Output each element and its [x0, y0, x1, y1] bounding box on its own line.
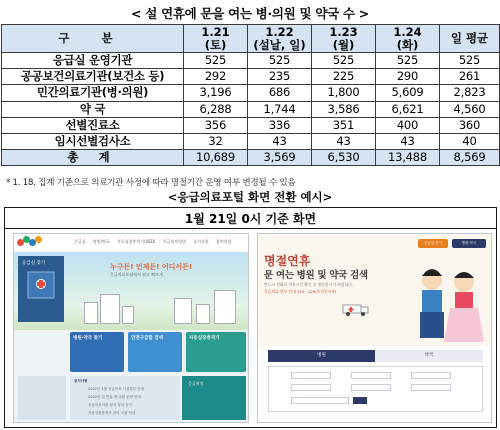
building-icon [174, 298, 192, 324]
department-select[interactable] [291, 384, 331, 391]
total-row [2, 150, 500, 166]
cell: 5,609 [376, 85, 440, 101]
ambulance-icon [342, 302, 370, 316]
header-date: 1.23 (월) [312, 25, 376, 53]
cell: 8,569 [440, 150, 500, 166]
cell: 290 [376, 69, 440, 85]
row-label: 임시선별검사소 [2, 133, 184, 149]
list-item[interactable]: 2022년 설 연휴 병·의원 운영 안내 [88, 395, 141, 399]
notice-list [70, 376, 180, 420]
cell: 525 [248, 53, 312, 69]
cell: 351 [312, 117, 376, 133]
portal-screenshot-normal [13, 233, 249, 423]
section-subtitle: <응급의료포털 화면 전환 예시> [167, 190, 333, 204]
row-label: 공공보건의료기관(보건소 등) [2, 69, 184, 85]
cell: 13,488 [376, 150, 440, 166]
finder-title: 응급실 찾기 [22, 261, 46, 266]
side-banner [18, 376, 66, 420]
building-icon [196, 304, 210, 324]
report-title: < 설 연휴에 문을 여는 병·의원 및 약국 수 > [131, 6, 369, 21]
header-category: 구 분 [2, 25, 184, 53]
map-icon [18, 256, 64, 322]
building-icon [122, 306, 134, 324]
portal-top-bar [14, 234, 248, 252]
nav-item[interactable]: 응급처치방법 [162, 239, 186, 244]
tile-first-aid-kit[interactable]: 안전구급함 검색 [128, 332, 182, 372]
table-header-row [2, 25, 500, 53]
header-average: 일 평균 [440, 25, 500, 53]
cell: 3,569 [248, 150, 312, 166]
table-row [2, 85, 500, 101]
cell: 6,621 [376, 101, 440, 117]
row-label: 약 국 [2, 101, 184, 117]
cell: 40 [440, 133, 500, 149]
table-row [2, 69, 500, 85]
search-tabs [268, 350, 483, 362]
stats-table [1, 24, 500, 166]
search-form [268, 366, 483, 412]
list-item[interactable]: 자동심장충격기 관리 지침 안내 [88, 411, 136, 415]
panel-title: 1월 21일 0시 기준 화면 [184, 212, 317, 226]
nav-item[interactable]: 참여마당 [215, 239, 232, 244]
hero-subtext: 응급의료포털에서 쉽고 빠르게 [110, 272, 163, 277]
nav-item[interactable]: 병원/약국 [92, 239, 110, 244]
building-icon [214, 290, 236, 324]
list-item[interactable]: 응급의료기관 평가 결과 공지 [88, 403, 132, 407]
cell: 261 [440, 69, 500, 85]
panel-divider [5, 228, 496, 229]
total-label: 총 계 [2, 150, 184, 166]
holiday-subheading: 문 여는 병원 및 약국 검색 [264, 270, 368, 281]
cell: 43 [376, 133, 440, 149]
row-label: 응급실 운영기관 [2, 53, 184, 69]
table-row [2, 133, 500, 149]
cell: 356 [184, 117, 248, 133]
hero-slogan: 누구든! 언제든! 어디서든! [110, 263, 193, 271]
cell: 525 [376, 53, 440, 69]
emergency-room-finder[interactable] [18, 256, 64, 322]
cell: 525 [184, 53, 248, 69]
building-icon [100, 294, 120, 324]
top-button[interactable]: 응급실 찾기 [418, 239, 448, 248]
cell: 43 [248, 133, 312, 149]
cell: 225 [312, 69, 376, 85]
cell: 336 [248, 117, 312, 133]
cell: 6,288 [184, 101, 248, 117]
row-label: 민간의료기관(병·의원) [2, 85, 184, 101]
cell: 686 [248, 85, 312, 101]
cell: 4,560 [440, 101, 500, 117]
example-panel [4, 207, 497, 428]
town-select[interactable] [411, 372, 451, 379]
cell: 525 [440, 53, 500, 69]
holiday-banner [258, 234, 491, 346]
name-input[interactable] [291, 397, 349, 404]
list-item[interactable]: 2022년 1월 응급의료 사업본부 안내 [88, 387, 145, 391]
nav-item[interactable]: 자동심장충격기(AED) [116, 239, 156, 244]
region-select[interactable] [291, 372, 331, 379]
cell: 2,823 [440, 85, 500, 101]
table-row [2, 117, 500, 133]
cell: 400 [376, 117, 440, 133]
nav-item[interactable]: 공지사항 [193, 239, 209, 244]
portal-nav [74, 239, 237, 245]
header-date: 1.21 (토) [184, 25, 248, 53]
date-select[interactable] [351, 384, 391, 391]
table-row [2, 101, 500, 117]
cell: 43 [312, 133, 376, 149]
cell: 525 [312, 53, 376, 69]
portal-screenshot-holiday [257, 233, 492, 423]
footnote: * 1. 18. 집계 기준으로 의료기관 사정에 따라 명절기간 운영 여부 변경될 수 있음 [6, 178, 296, 188]
search-button[interactable] [353, 397, 367, 404]
holiday-heading: 명절연휴 [264, 254, 311, 268]
time-select[interactable] [411, 384, 451, 391]
notice-list-title: 공지사항 [74, 379, 88, 383]
table-row [2, 53, 500, 69]
building-icon [84, 302, 98, 324]
cell: 292 [184, 69, 248, 85]
cell: 235 [248, 69, 312, 85]
cell: 1,744 [248, 101, 312, 117]
header-date: 1.24 (화) [376, 25, 440, 53]
holiday-notice: 반드시 전화로 진료시간 확인 후 방문하시기 바랍니다. [264, 282, 354, 287]
holiday-hotline: 응급의료 정보 안내 119 · 129(보건복지부) [264, 289, 337, 294]
form-row [273, 384, 479, 392]
tile-aed[interactable]: 자동심장충격기 [186, 332, 246, 372]
cell: 6,530 [312, 150, 376, 166]
row-label: 선별진료소 [2, 117, 184, 133]
tab-pharmacy[interactable]: 약국 [375, 350, 483, 362]
cell: 32 [184, 133, 248, 149]
district-select[interactable] [351, 372, 391, 379]
portal-logo-icon [17, 236, 43, 250]
tab-hospital[interactable]: 병원 [268, 350, 375, 362]
top-button[interactable]: 병원·약국 [452, 239, 486, 248]
first-aid-box[interactable]: 응급처치 [182, 376, 246, 420]
tile-hospital-pharmacy[interactable]: 병원·약국 찾기 [70, 332, 124, 372]
cell: 3,196 [184, 85, 248, 101]
header-date: 1.22 (설날, 일) [248, 25, 312, 53]
nav-item[interactable]: 응급실 [74, 239, 86, 244]
hanbok-characters-icon [408, 254, 488, 346]
cell: 360 [440, 117, 500, 133]
form-row [273, 397, 479, 405]
cell: 10,689 [184, 150, 248, 166]
cell: 1,800 [312, 85, 376, 101]
form-row [273, 372, 479, 380]
cell: 3,586 [312, 101, 376, 117]
